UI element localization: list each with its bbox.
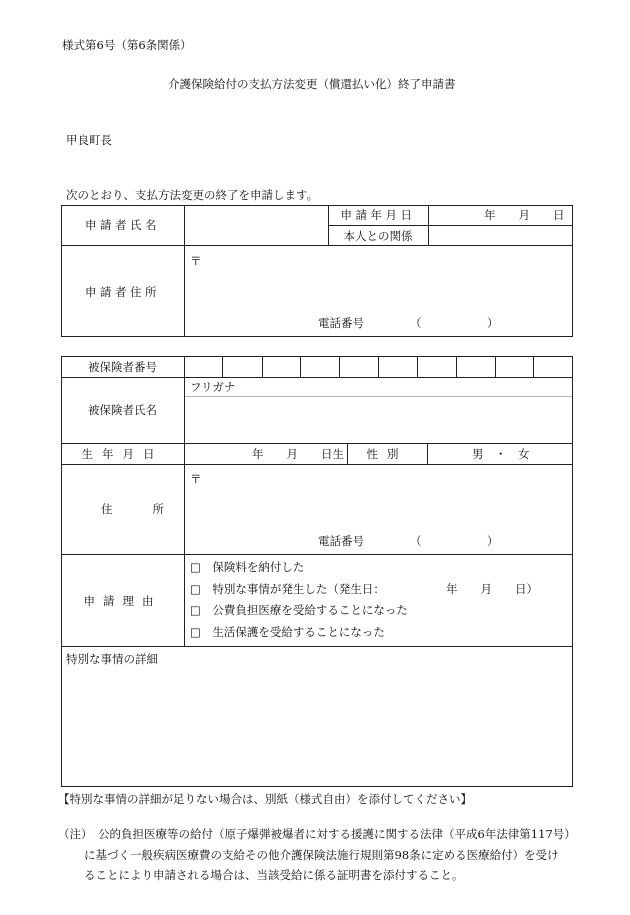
details-label: 特別な事情の詳細 — [66, 652, 158, 666]
postal-mark: 〒 — [190, 254, 202, 268]
reason-option-special[interactable]: □ 特別な事情が発生した（発生日： — [190, 582, 385, 596]
insured-name-label: 被保険者氏名 — [88, 403, 157, 417]
birthdate-label: 生年月日 — [81, 447, 164, 461]
reason-option-paid[interactable]: □ 保険料を納付した — [190, 560, 305, 574]
application-date-label: 申請年月日 — [340, 208, 416, 222]
reason-option-public-medical[interactable]: □ 公費負担医療を受給することになった — [190, 603, 408, 617]
sex-value: 男 ・ 女 — [472, 447, 530, 461]
applicant-address-label: 申請者住所 — [85, 285, 160, 299]
relation-label: 本人との関係 — [343, 229, 413, 243]
insured-phone-paren-close: ） — [487, 534, 499, 548]
applicant-name-label: 申請者氏名 — [85, 218, 160, 232]
furigana-label: フリガナ — [190, 380, 236, 394]
reason-occurrence-date: 年 月 日） — [446, 582, 538, 596]
form-number: 様式第6号（第6条関係） — [62, 38, 192, 52]
addressee: 甲良町長 — [66, 133, 112, 147]
phone-label: 電話番号 — [318, 316, 364, 330]
reason-option-welfare[interactable]: □ 生活保護を受給することになった — [190, 625, 385, 639]
insured-postal-mark: 〒 — [190, 472, 202, 486]
insured-number-label: 被保険者番号 — [88, 360, 157, 374]
reason-label: 申請理由 — [83, 594, 162, 608]
insured-phone-paren-open: （ — [410, 534, 422, 548]
intro-text: 次のとおり、支払方法変更の終了を申請します。 — [66, 188, 319, 202]
note-line-1: 公的負担医療等の給付（原子爆弾被爆者に対する援護に関する法律（平成6年法律第117号） — [98, 827, 576, 841]
sex-label: 性別 — [366, 447, 408, 461]
bracket-note: 【特別な事情の詳細が足りない場合は、別紙（様式自由）を添付してください】 — [58, 792, 472, 806]
note-mark: （注） — [58, 827, 93, 841]
note-line-3: ることにより申請される場合は、当該受給に係る証明書を添付すること。 — [84, 868, 464, 882]
birthdate-value: 年 月 日生 — [252, 447, 344, 461]
note-line-2: に基づく一般疾病医療費の支給その他介護保険法施行規則第98条に定める医療給付）を受け — [84, 848, 559, 862]
insured-address-label: 住所 — [101, 502, 204, 516]
application-date-value: 年 月 日 — [484, 208, 565, 222]
phone-paren-close: ） — [487, 316, 499, 330]
insured-phone-label: 電話番号 — [318, 534, 364, 548]
phone-paren-open: （ — [410, 316, 422, 330]
page-title: 介護保険給付の支払方法変更（償還払い化）終了申請書 — [168, 77, 456, 91]
